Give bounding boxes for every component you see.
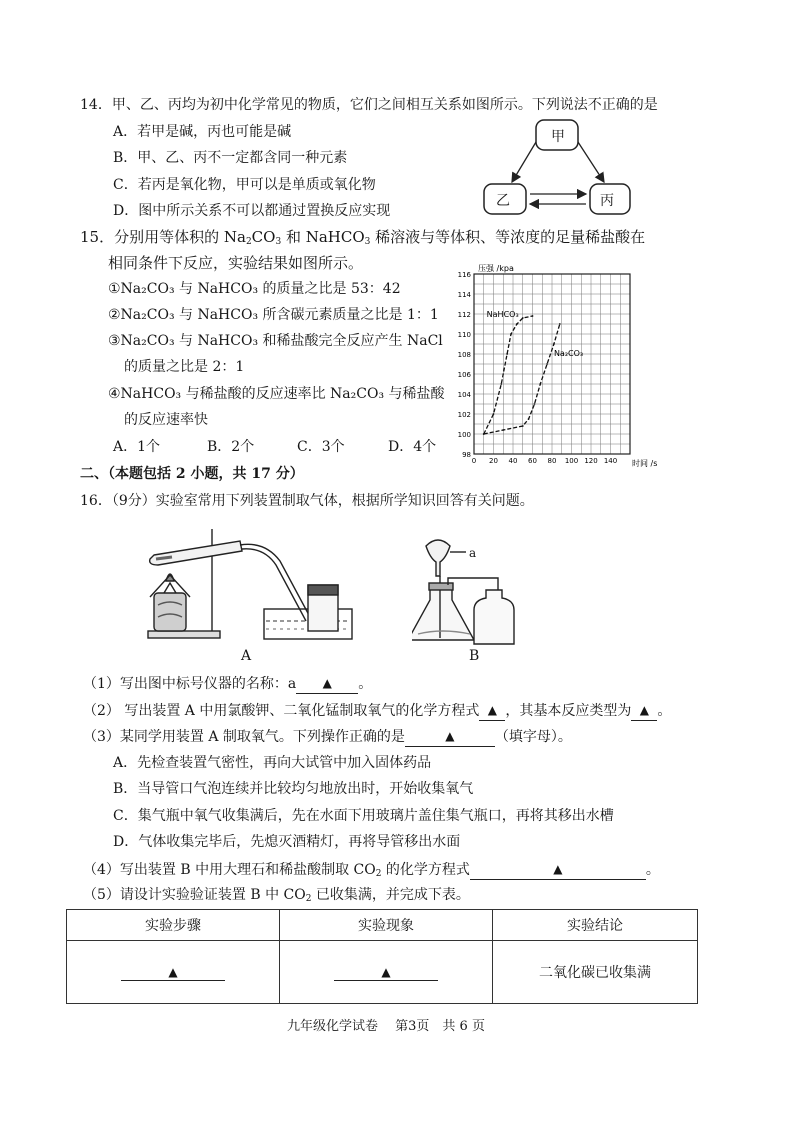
answer-blank-4[interactable]: ▲ [470,859,646,880]
q15-statement-1: ①Na₂CO₃ 与 NaHCO₃ 的质量之比是 53：42 [108,281,401,297]
data-point [493,413,495,415]
q16-part-5: （5）请设计实验验证装置 B 中 $CO_2$ 已收集满，并完成下表。 [83,887,470,904]
data-point [534,403,536,405]
header-steps: 实验步骤 [67,910,280,941]
data-point [483,433,485,435]
series-line-1 [484,324,560,434]
answer-blank-1[interactable]: ▲ [296,673,358,694]
data-point [553,343,555,345]
q16-part-2: （2） 写出装置 A 中用氯酸钾、二氧化锰制取氧气的化学方程式 ▲ ，其基本反应类型为 ▲ 。 [83,700,671,721]
q14-stem: 14．甲、乙、丙均为初中化学常见的物质，它们之间相互关系如图所示。下列说法不正确的是 [80,97,658,113]
data-point [506,353,508,355]
q14-option-d: D．图中所示关系不可以都通过置换反应实现 [113,203,391,219]
q14-option-c: C．若丙是氧化物，甲可以是单质或氧化物 [113,177,376,193]
y-tick-label: 104 [457,391,471,399]
y-tick-label: 100 [457,431,471,439]
y-tick-label: 114 [457,291,471,299]
data-point [528,418,530,420]
x-tick-label: 120 [584,457,598,465]
q16-part-3-option-b: B．当导管口气泡连续并比较均匀地放出时，开始收集氧气 [113,781,474,797]
data-point [516,323,518,325]
q14-option-b: B．甲、乙、丙不一定都含同一种元素 [113,150,348,166]
data-point [522,425,524,427]
y-tick-label: 98 [462,451,471,459]
apparatus-a-label: A [241,648,252,664]
q15-choice-a: A．1个 [113,439,161,455]
funnel-label-a: a [469,546,477,560]
q15-choice-c: C．3个 [297,439,345,455]
data-point [559,323,561,325]
data-point [532,315,534,317]
data-point [522,317,524,319]
x-tick-label: 100 [564,457,579,465]
x-tick-label: 40 [508,457,518,465]
pressure-time-chart [452,262,692,472]
q16-part-3-option-a: A．先检查装置气密性，再向大试管中加入固体药品 [113,755,432,771]
y-tick-label: 102 [457,411,471,419]
q15-statement-4-cont: 的反应速率快 [124,412,208,428]
q15-statement-3: ③Na₂CO₃ 与 NaHCO₃ 和稀盐酸完全反应产生 NaCl [108,333,443,349]
q15-statement-2: ②Na₂CO₃ 与 NaHCO₃ 所含碳元素质量之比是 1：1 [108,307,439,323]
answer-blank-3[interactable]: ▲ [405,726,495,747]
q15-choice-d: D．4个 [388,439,437,455]
q16-part-1: （1）写出图中标号仪器的名称：a ▲ 。 [83,673,372,694]
experiment-table [66,909,698,1004]
y-tick-label: 110 [457,331,471,339]
node-jia: 甲 [551,129,565,145]
q16-part-3-option-c: C．集气瓶中氧气收集满后，先在水面下用玻璃片盖住集气瓶口，再将其移出水槽 [113,808,614,824]
q16-stem: 16．（9分）实验室常用下列装置制取气体，根据所学知识回答有关问题。 [80,493,534,509]
q16-part-3-option-d: D．气体收集完毕后，先熄灭酒精灯，再将导管移出水面 [113,834,461,850]
x-tick-label: 80 [547,457,557,465]
answer-blank-2b[interactable]: ▲ [631,700,657,721]
y-tick-label: 108 [457,351,471,359]
y-tick-label: 112 [457,311,471,319]
series-line-0 [484,316,533,434]
q14-option-a: A．若甲是碱，丙也可能是碱 [113,124,292,140]
data-point [510,333,512,335]
q15-stem: 15．分别用等体积的 $Na_2CO_3$ 和 NaHCO$_3$ 稀溶液与等体积、等浓度的足量稀盐酸在 [80,228,646,247]
y-axis-label: 压强 /kpa [478,264,514,273]
data-point [500,383,502,385]
answer-blank-steps[interactable]: ▲ [121,964,225,981]
q15-choice-b: B．2个 [207,439,255,455]
answer-blank-phenomena[interactable]: ▲ [334,964,438,981]
cell-steps[interactable] [67,941,280,1004]
series-label-na2co3: Na₂CO₃ [553,349,584,358]
series-label-nahco3: NaHCO₃ [486,310,519,319]
apparatus-b-label: B [469,648,480,664]
table-row [67,941,698,1004]
q15-statement-4: ④NaHCO₃ 与稀盐酸的反应速率比 Na₂CO₃ 与稀盐酸 [108,386,445,402]
cell-phenomena[interactable] [280,941,493,1004]
x-tick-label: 0 [471,457,477,465]
q15-statement-3-cont: 的质量之比是 2：1 [124,359,245,375]
cell-conclusion: 二氧化碳已收集满 [493,941,698,1004]
apparatus-a [140,525,355,650]
x-tick-label: 20 [489,457,498,465]
q16-part-4: （4）写出装置 B 中用大理石和稀盐酸制取 $CO_2$ 的化学方程式 ▲ 。 [83,859,660,880]
header-phenomena: 实验现象 [280,910,493,941]
node-yi: 乙 [496,193,510,209]
data-point [502,429,504,431]
table-header-row [67,910,698,941]
node-bing: 丙 [600,193,614,209]
x-tick-label: 140 [603,457,618,465]
data-point [539,383,541,385]
x-tick-label: 60 [528,457,537,465]
q16-part-3: （3）某同学用装置 A 制取氧气。下列操作正确的是 ▲ （填字母）。 [83,726,572,747]
y-tick-label: 106 [457,371,471,379]
section-2-heading: 二、（本题包括 2 小题，共 17 分） [80,466,304,482]
x-axis-label: 时间 /s [632,459,658,468]
answer-blank-2a[interactable]: ▲ [479,700,505,721]
y-tick-label: 116 [457,271,471,279]
page-footer: 九年级化学试卷 第3页 共 6 页 [287,1019,485,1034]
q15-stem-line2: 相同条件下反应，实验结果如图所示。 [108,254,364,272]
header-conclusion: 实验结论 [493,910,698,941]
data-point [546,363,548,365]
